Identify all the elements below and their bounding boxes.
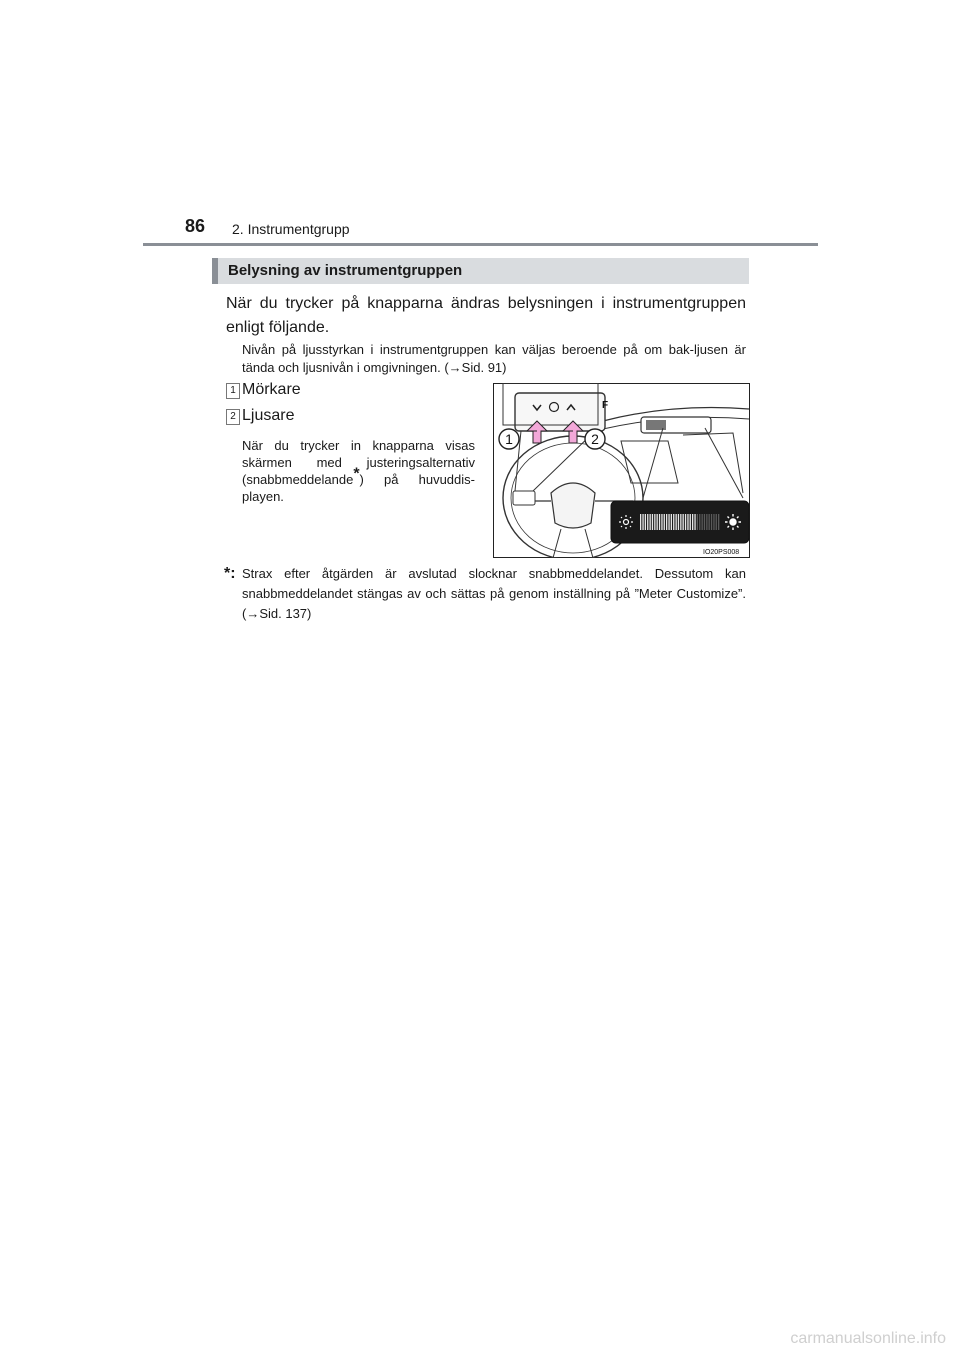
brightness-tick — [680, 514, 681, 530]
brightness-tick — [709, 514, 710, 530]
brightness-tick — [668, 514, 669, 530]
brightness-tick — [640, 514, 641, 530]
cockpit-illustration — [493, 383, 750, 558]
figure-code: IO20PS008 — [703, 549, 740, 556]
section-title: Belysning av instrumentgruppen — [228, 262, 463, 279]
chapter-title: 2. Instrumentgrupp — [232, 221, 350, 237]
footnote-text: Strax efter åtgärden är avslutad slocknar snabbmeddelandet. Dessutom kan snabbmeddelandet stängas av och sättas på genom inställning på ”Meter Customize”. (→Sid. 137) — [242, 566, 746, 621]
cockpit-illustration-svg — [493, 383, 750, 558]
note-paragraph: Nivån på ljusstyrkan i instrumentgruppen kan väljas beroende på om bak-ljusen är tända och ljusnivån i omgivningen. (→Sid. 91) — [242, 342, 746, 375]
brightness-tick — [659, 514, 660, 530]
brightness-tick — [713, 514, 714, 530]
brightness-tick — [694, 514, 695, 530]
brightness-tick — [716, 514, 717, 530]
footnote-ref: * — [353, 465, 360, 483]
item-number-1: 1 — [226, 383, 240, 399]
brightness-tick — [671, 514, 672, 530]
callout-label-1: 1 — [505, 431, 513, 447]
brightness-tick — [647, 514, 648, 530]
dial-letter: F — [602, 400, 609, 411]
brightness-tick — [718, 514, 719, 530]
brightness-tick — [652, 514, 653, 530]
brightness-tick — [690, 514, 691, 530]
brightness-tick — [704, 514, 705, 530]
brightness-tick — [678, 514, 679, 530]
footnote-mark: *: — [224, 565, 236, 582]
brightness-tick — [664, 514, 665, 530]
brightness-tick — [673, 514, 674, 530]
brightness-tick — [657, 514, 658, 530]
header-rule — [143, 243, 818, 246]
brightness-tick — [666, 514, 667, 530]
steering-switch — [513, 491, 535, 505]
brightness-tick — [687, 514, 688, 530]
item-description — [242, 437, 475, 505]
brightness-tick — [676, 514, 677, 530]
item-label-1: Mörkare — [242, 381, 301, 398]
brightness-tick — [683, 514, 684, 530]
brightness-tick — [661, 514, 662, 530]
item-number-2: 2 — [226, 409, 240, 425]
brightness-tick — [692, 514, 693, 530]
item-label-2: Ljusare — [242, 407, 295, 424]
watermark: carmanualsonline.info — [790, 1330, 946, 1347]
brightness-tick — [685, 514, 686, 530]
section-heading — [212, 258, 749, 284]
brightness-tick — [699, 514, 700, 530]
brightness-tick — [642, 514, 643, 530]
brightness-tick — [706, 514, 707, 530]
brightness-tick — [650, 514, 651, 530]
footnote — [224, 564, 746, 624]
intro-paragraph: När du trycker på knapparna ändras belysningen i instrumentgruppen enligt följande. — [226, 295, 746, 336]
brightness-tick — [697, 514, 698, 530]
brightness-tick — [654, 514, 655, 530]
callout-label-2: 2 — [591, 431, 599, 447]
item-description-after: ) på huvuddis-playen. — [242, 472, 475, 504]
page-number: 86 — [185, 216, 206, 236]
item-description-before: När du trycker in knapparna visas skärmen med justeringsalternativ (snabbmeddelande — [242, 438, 475, 487]
brightness-tick — [711, 514, 712, 530]
brightness-tick — [645, 514, 646, 530]
brightness-tick — [702, 514, 703, 530]
